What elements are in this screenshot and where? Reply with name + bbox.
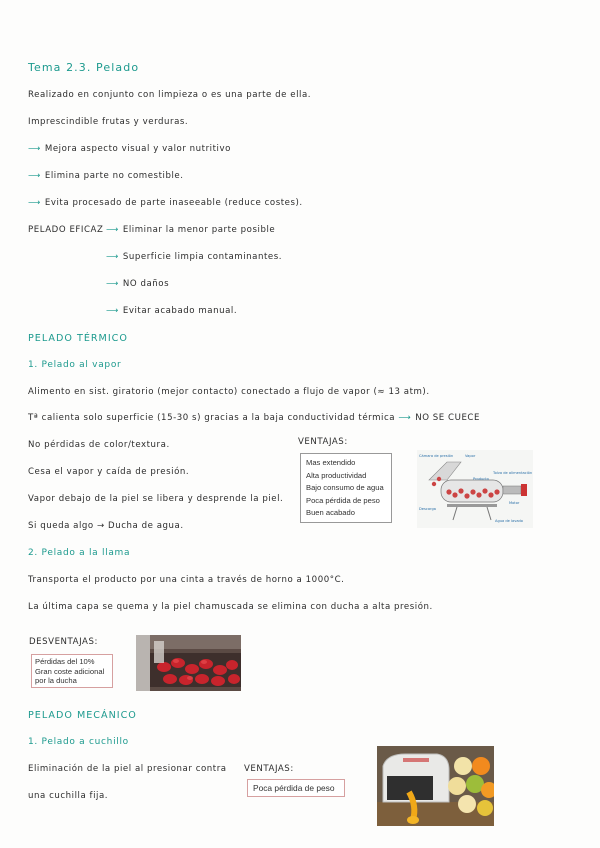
cuchillo-line: Eliminación de la piel al presionar contra — [28, 764, 227, 774]
ventajas-label: VENTAJAS: — [298, 437, 348, 447]
desventaja-item: Gran coste adicional — [35, 666, 105, 676]
diagram-label: Motor — [509, 501, 520, 505]
diagram-label: Cámara de presión — [419, 454, 454, 458]
arrow-icon: ⟶ — [28, 171, 41, 181]
eficaz-item: ⟶ Superficie limpia contaminantes. — [106, 252, 283, 262]
diagram-label: Descarga — [419, 507, 436, 511]
benefit-item: ⟶ Elimina parte no comestible. — [28, 171, 184, 181]
subheading-vapor: 1. Pelado al vapor — [28, 360, 122, 370]
desventaja-item: por la ducha — [35, 676, 77, 686]
llama-line: La última capa se quema y la piel chamuscada se elimina con ducha a alta presión. — [28, 602, 433, 612]
ventajas-box — [300, 453, 392, 523]
ventajas-box — [247, 779, 345, 797]
arrow-icon: ⟶ — [106, 279, 119, 289]
vapor-line: Tª calienta solo superficie (15-30 s) gracias a la baja conductividad térmica ⟶ NO SE CUECE — [28, 413, 480, 423]
intro-line: Imprescindible frutas y verduras. — [28, 117, 189, 127]
vapor-line: No pérdidas de color/textura. — [28, 440, 170, 450]
arrow-icon: ⟶ — [106, 252, 119, 262]
arrow-icon: ⟶ — [106, 306, 119, 316]
cuchillo-line: una cuchilla fija. — [28, 791, 109, 801]
ventaja-item: Poca pérdida de peso — [253, 783, 335, 793]
ventaja-item: Buen acabado — [306, 508, 355, 518]
arrow-icon: ⟶ — [28, 198, 41, 208]
page-title: Tema 2.3. Pelado — [28, 61, 140, 74]
knife-peeler-photo — [377, 746, 494, 826]
desventajas-box — [31, 654, 113, 688]
diagram-label: Producto — [473, 477, 489, 481]
section-heading-termico: PELADO TÉRMICO — [28, 333, 128, 344]
vapor-line: Si queda algo → Ducha de agua. — [28, 521, 184, 531]
ventaja-item: Bajo consumo de agua — [306, 483, 384, 493]
llama-line: Transporta el producto por una cinta a través de horno a 1000°C. — [28, 575, 345, 585]
ventajas-label: VENTAJAS: — [244, 764, 294, 774]
eficaz-item: ⟶ NO daños — [106, 279, 170, 289]
arrow-icon: ⟶ — [398, 413, 412, 423]
flame-peeling-photo — [136, 635, 241, 691]
benefit-item: ⟶ Mejora aspecto visual y valor nutritivo — [28, 144, 231, 154]
diagram-label: Tolva de alimentación — [493, 471, 533, 475]
eficaz-label: PELADO EFICAZ — [28, 225, 104, 235]
subheading-llama: 2. Pelado a la llama — [28, 548, 131, 558]
steam-peeler-diagram — [417, 450, 533, 528]
ventaja-item: Mas extendido — [306, 458, 356, 467]
diagram-label: Agua de lavado — [495, 519, 524, 523]
desventajas-label: DESVENTAJAS: — [29, 637, 98, 647]
vapor-line: Vapor debajo de la piel se libera y desprende la piel. — [28, 494, 284, 504]
vapor-line: Cesa el vapor y caída de presión. — [28, 467, 190, 477]
benefit-item: ⟶ Evita procesado de parte inaseeable (reduce costes). — [28, 198, 303, 208]
vapor-line: Alimento en sist. giratorio (mejor contacto) conectado a flujo de vapor (≈ 13 atm). — [28, 387, 430, 397]
section-heading-mecanico: PELADO MECÁNICO — [28, 710, 137, 721]
ventaja-item: Poca pérdida de peso — [306, 495, 380, 505]
subheading-cuchillo: 1. Pelado a cuchillo — [28, 737, 129, 747]
desventaja-item: Pérdidas del 10% — [35, 657, 95, 666]
intro-line: Realizado en conjunto con limpieza o es una parte de ella. — [28, 90, 312, 100]
arrow-icon: ⟶ — [28, 144, 41, 154]
arrow-icon: ⟶ — [106, 225, 119, 235]
eficaz-item: ⟶ Evitar acabado manual. — [106, 306, 238, 316]
eficaz-item: ⟶ Eliminar la menor parte posible — [106, 225, 276, 235]
ventaja-item: Alta productividad — [306, 470, 367, 480]
diagram-label: Vapor — [465, 454, 476, 458]
